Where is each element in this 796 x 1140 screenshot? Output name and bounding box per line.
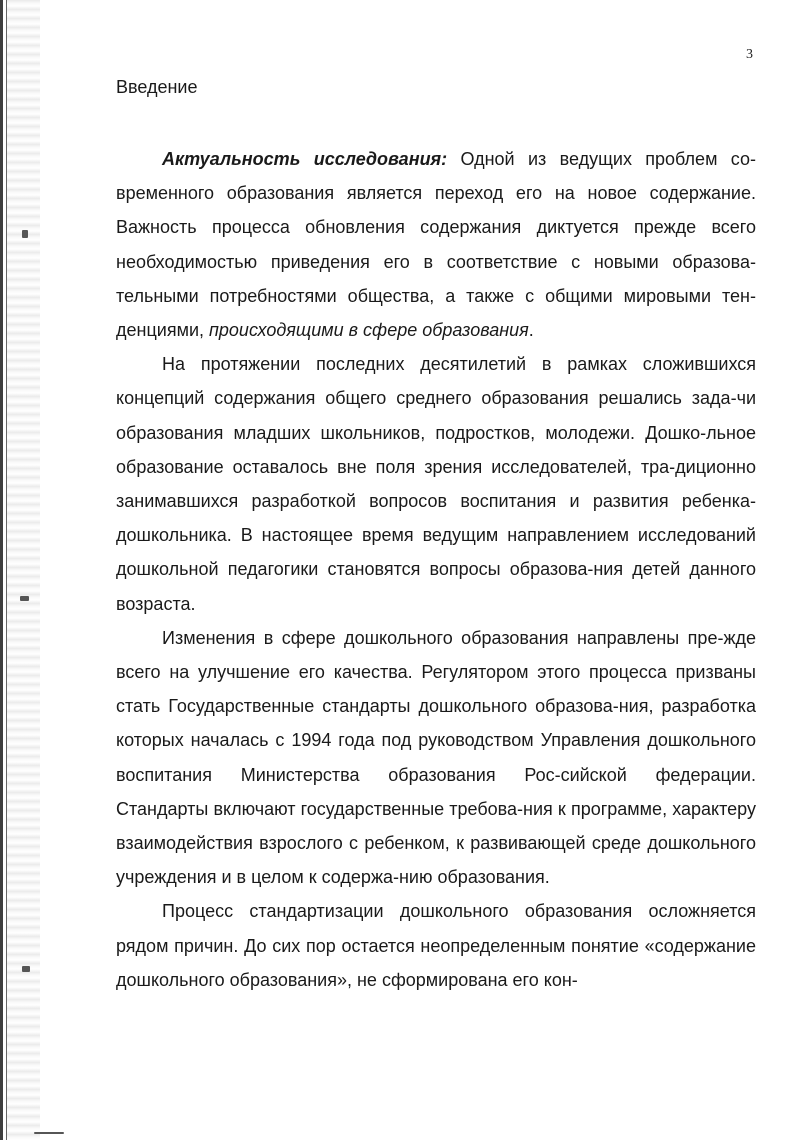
page-number: 3: [746, 47, 753, 62]
paragraph-decades: На протяжении последних десятилетий в рамках сложившихся концепций содержания общего среднего образования решались зада-чи образования младших школьников, подростков, молодежи. Дошко-льное образование оставалось вне поля зрения исследователей, тра-диционно занимавшихся разработкой вопросов воспитания и развития ребенка-дошкольника. В настоящее время ведущим направлением исследований дошкольной педагогики становятся вопросы образова-ния детей данного возраста.: [116, 354, 756, 614]
paragraph-italic-tail: происходящими в сфере образования: [209, 320, 529, 341]
relevance-lead: Актуальность исследования:: [162, 149, 448, 169]
scan-speck: [34, 1132, 64, 1134]
paragraph-standardization: Процесс стандартизации дошкольного образования осложняется рядом причин. До сих пор остается неопределенным понятие «содержание дошкольного образования», не сформирована его кон-: [116, 901, 756, 990]
paragraph-end: .: [528, 320, 534, 341]
document-body: [116, 72, 756, 997]
scan-speck: [20, 596, 29, 601]
paragraph-text: Одной из ведущих проблем со-временного образования является переход его на новое содержание. Важность процесса обновления содержания диктуется прежде всего необходимостью приведения его в соответствие с новыми образова-тельными потребностями общества, а также с общими мировыми тен-денциями,: [116, 149, 756, 341]
paragraph-changes: Изменения в сфере дошкольного образования направлены пре-жде всего на улучшение его качества. Регулятором этого процесса призваны стать Государственные стандарты дошкольного образова-ния, разработка которых началась с 1994 года под руководством Управления дошкольного воспитания Министерства образования Рос-сийской федерации. Стандарты включают государственные требова-ния к программе, характеру взаимодействия взрослого с ребенком, к развивающей среде дошкольного учреждения и в целом к содержа-нию образования.: [116, 627, 756, 888]
scan-speck: [22, 966, 30, 972]
scan-edge-artifact: [0, 0, 40, 1140]
scan-speck: [22, 230, 28, 238]
section-heading: Введение: [116, 77, 198, 97]
paragraph-relevance: [116, 142, 756, 347]
